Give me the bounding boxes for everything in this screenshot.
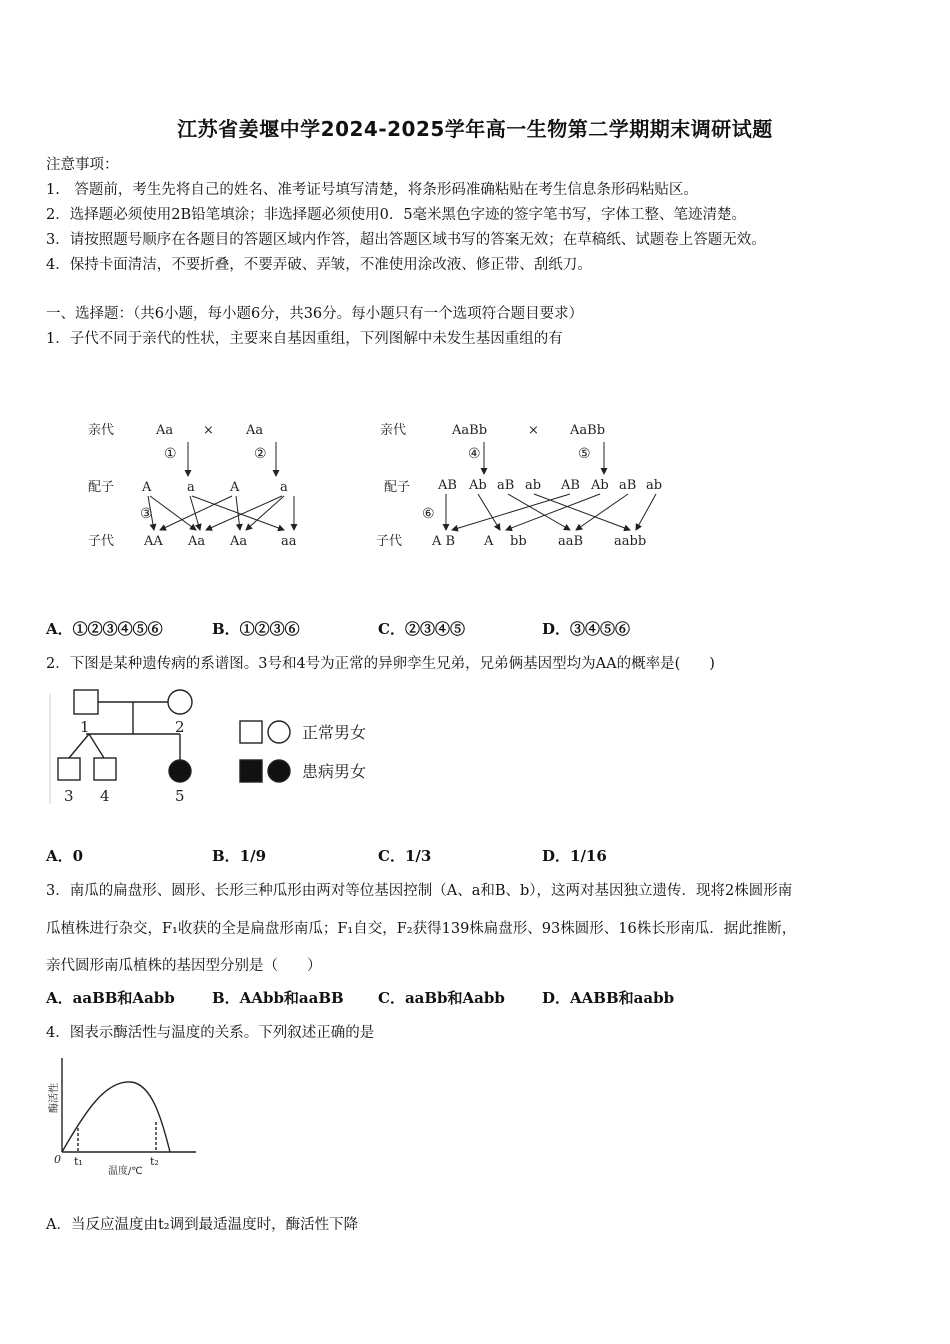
legend-affected-label: 患病男女: [302, 762, 367, 781]
pedigree-male-1: [74, 690, 98, 714]
left-label-offspring: 子代: [88, 534, 115, 549]
right-offspring-2: A: [484, 534, 494, 549]
q1-option-a[interactable]: A．①②③④⑤⑥: [46, 620, 163, 638]
q4-ylabel: 酶活性: [49, 1083, 60, 1113]
q1-option-d[interactable]: D．③④⑤⑥: [542, 620, 631, 638]
notice-item-2: 2．选择题必须使用2B铅笔填涂；非选择题必须使用0．5毫米黑色字迹的签字笔书写，字体工整、笔迹清楚。: [46, 207, 747, 223]
right-label-offspring: 子代: [376, 534, 403, 549]
right-parent-2: AaBb: [570, 423, 606, 438]
left-step-1: ①: [164, 446, 177, 462]
q1-option-c[interactable]: C．②③④⑤: [378, 620, 465, 638]
left-label-gamete: 配子: [88, 480, 115, 495]
q4-t1-label: t₁: [74, 1155, 83, 1168]
q3-option-a[interactable]: A．aaBB和Aabb: [46, 989, 175, 1007]
legend-affected-male-icon: [240, 760, 262, 782]
right-gamete-5: AB: [561, 478, 580, 493]
left-offspring-4: aa: [281, 534, 297, 549]
left-gamete-4: a: [280, 480, 288, 495]
pedigree-num-1: 1: [80, 718, 90, 736]
left-offspring-3: Aa: [230, 534, 248, 549]
left-gamete-3: A: [230, 480, 240, 495]
pedigree-male-3: [58, 758, 80, 780]
q2-stem: 2．下图是某种遗传病的系谱图。3号和4号为正常的异卵孪生兄弟，兄弟俩基因型均为AA的概率是( ): [46, 656, 715, 672]
q3-option-d[interactable]: D．AABB和aabb: [542, 989, 675, 1007]
q2-option-a[interactable]: A．0: [46, 847, 84, 865]
right-step-6: ⑥: [422, 506, 435, 522]
left-step-3: ③: [140, 506, 153, 522]
right-gamete-3: aB: [497, 478, 515, 493]
q2-option-d[interactable]: D．1/16: [542, 847, 607, 865]
right-offspring-3: bb: [510, 534, 527, 549]
q4-origin: 0: [54, 1153, 61, 1166]
q3-stem-line-2: 瓜植株进行杂交，F₁收获的全是扁盘形南瓜；F₁自交，F₂获得139株扁盘形、93株圆形、16株长形南瓜．据此推断，: [46, 921, 797, 937]
right-cross-sign: ×: [528, 423, 539, 438]
q4-option-a[interactable]: A．当反应温度由t₂调到最适温度时，酶活性下降: [46, 1217, 359, 1233]
left-step-2: ②: [254, 446, 267, 462]
left-offspring-1: AA: [144, 534, 163, 549]
right-gamete-2: Ab: [469, 478, 487, 493]
page-title: 江苏省姜堰中学2024-2025学年高一生物第二学期期末调研试题: [177, 117, 773, 141]
q4-xlabel: 温度/℃: [108, 1166, 143, 1177]
q4-t2-label: t₂: [150, 1155, 159, 1168]
q4-stem: 4．图表示酶活性与温度的关系。下列叙述正确的是: [46, 1025, 375, 1041]
left-parent-2: Aa: [246, 423, 264, 438]
left-gamete-2: a: [187, 480, 195, 495]
legend-affected-female-icon: [268, 760, 290, 782]
pedigree-num-4: 4: [100, 787, 110, 805]
left-cross-sign: ×: [203, 423, 214, 438]
right-gamete-7: aB: [619, 478, 637, 493]
notice-item-4: 4．保持卡面清洁，不要折叠，不要弄破、弄皱，不准使用涂改液、修正带、刮纸刀。: [46, 257, 592, 273]
q2-pedigree: [46, 684, 406, 810]
q1-option-b[interactable]: B．①②③⑥: [212, 620, 300, 638]
right-offspring-5: aabb: [614, 534, 647, 549]
section-heading: 一、选择题：（共6小题，每小题6分，共36分。每小题只有一个选项符合题目要求）: [46, 306, 584, 322]
q4-enzyme-graph: [46, 1050, 216, 1180]
legend-normal-label: 正常男女: [302, 723, 367, 742]
left-parent-1: Aa: [156, 423, 174, 438]
q2-option-c[interactable]: C．1/3: [378, 847, 432, 865]
notice-heading: 注意事项：: [46, 157, 119, 173]
pedigree-num-2: 2: [175, 718, 185, 736]
pedigree-num-5: 5: [175, 787, 185, 805]
q3-stem-line-3: 亲代圆形南瓜植株的基因型分别是（ ）: [46, 958, 322, 974]
right-gamete-4: ab: [525, 478, 542, 493]
left-gamete-1: A: [142, 480, 152, 495]
right-gamete-6: Ab: [591, 478, 609, 493]
q1-cross-diagram: [80, 410, 680, 560]
legend-normal-male-icon: [240, 721, 262, 743]
pedigree-female-2: [168, 690, 192, 714]
legend-normal-female-icon: [268, 721, 290, 743]
pedigree-male-4: [94, 758, 116, 780]
q3-option-b[interactable]: B．AAbb和aaBB: [212, 989, 344, 1007]
notice-item-3: 3．请按照题号顺序在各题目的答题区域内作答，超出答题区域书写的答案无效；在草稿纸、试题卷上答题无效。: [46, 232, 766, 248]
q2-option-b[interactable]: B．1/9: [212, 847, 267, 865]
q3-option-c[interactable]: C．aaBb和Aabb: [378, 989, 505, 1007]
right-parent-1: AaBb: [452, 423, 488, 438]
q1-stem: 1．子代不同于亲代的性状，主要来自基因重组，下列图解中未发生基因重组的有: [46, 331, 563, 347]
left-offspring-2: Aa: [188, 534, 206, 549]
q4-activity-curve: [62, 1082, 170, 1152]
right-label-parent: 亲代: [380, 423, 407, 438]
notice-item-1: 1. 答题前，考生先将自己的姓名、准考证号填写清楚，将条形码准确粘贴在考生信息条形码粘贴区。: [46, 182, 698, 198]
right-step-5: ⑤: [578, 446, 591, 462]
right-offspring-4: aaB: [558, 534, 584, 549]
right-offspring-1: A B: [432, 534, 456, 549]
right-step-4: ④: [468, 446, 481, 462]
right-gamete-8: ab: [646, 478, 663, 493]
right-gamete-1: AB: [438, 478, 457, 493]
pedigree-num-3: 3: [64, 787, 74, 805]
q3-stem-line-1: 3．南瓜的扁盘形、圆形、长形三种瓜形由两对等位基因控制（A、a和B、b），这两对基因独立遗传．现将2株圆形南: [46, 883, 793, 899]
right-label-gamete: 配子: [384, 480, 411, 495]
pedigree-female-5-affected: [169, 760, 191, 782]
left-label-parent: 亲代: [88, 423, 115, 438]
